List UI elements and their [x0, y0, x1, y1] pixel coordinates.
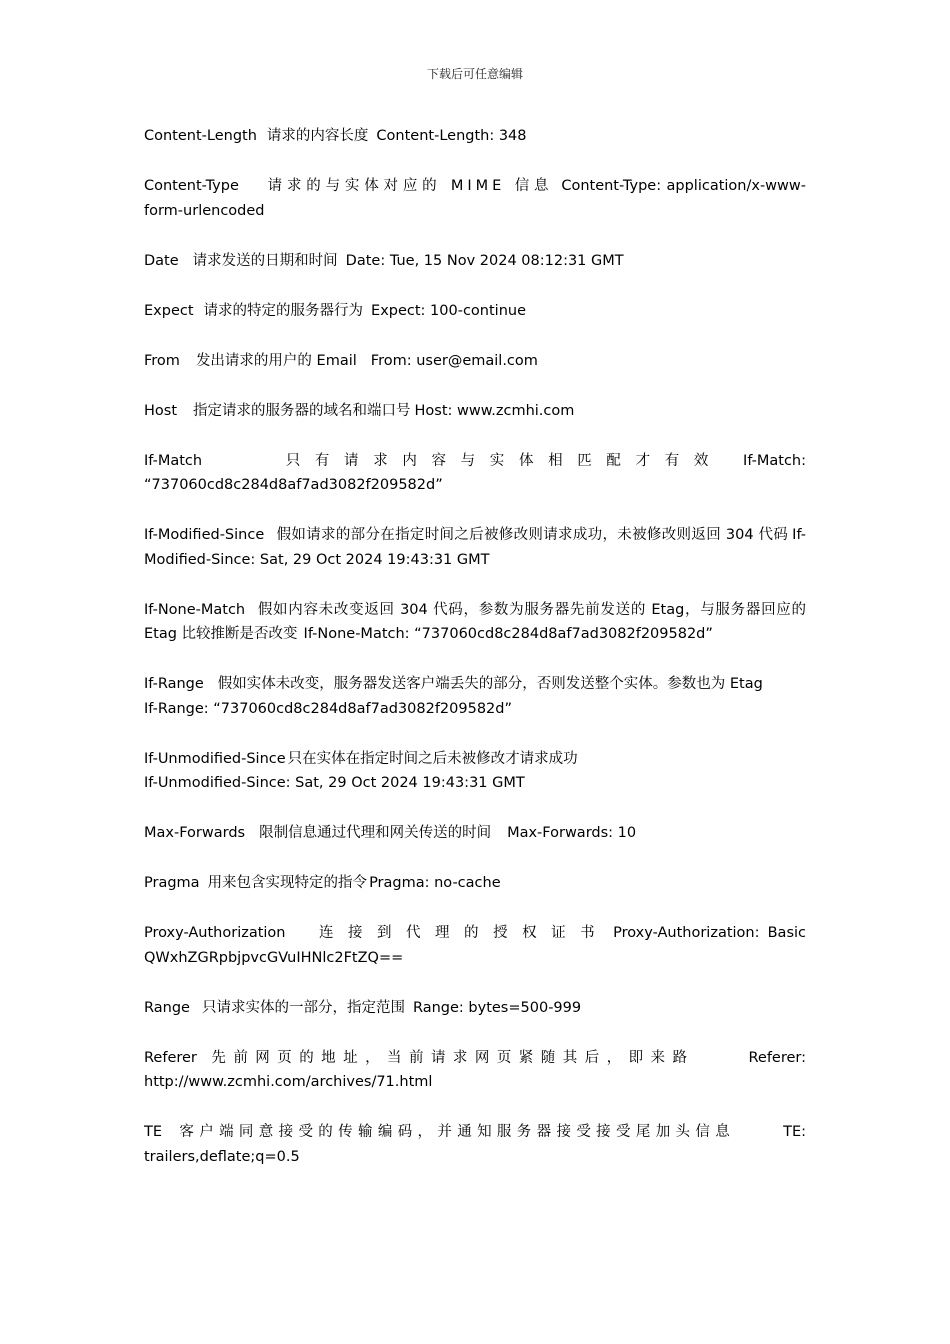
field-example: Expect: 100-continue — [371, 302, 527, 319]
entry-content-type — [144, 174, 806, 223]
entry-referer — [144, 1046, 806, 1095]
field-name: If-Unmodified-Since — [144, 750, 286, 767]
field-example: TE: trailers,deflate;q=0.5 — [144, 1124, 806, 1165]
field-description: 先前网页的地址，当前请求网页紧随其后，即来路 — [210, 1049, 695, 1066]
field-example: Date: Tue, 15 Nov 2024 08:12:31 GMT — [345, 252, 624, 269]
entry-from — [144, 349, 806, 374]
entry-host — [144, 399, 806, 424]
field-description: 客户端同意接受的传输编码，并通知服务器接受接受尾加头信息 — [178, 1124, 736, 1140]
field-name: If-None-Match — [144, 601, 246, 618]
field-example: If-None-Match: “737060cd8c284d8af7ad3082f209582d” — [303, 626, 713, 642]
entry-range — [144, 996, 806, 1021]
field-description: 用来包含实现特定的指令 — [207, 875, 368, 891]
field-description: 假如请求的部分在指定时间之后被修改则请求成功，未被修改则返回 304 代码 — [276, 527, 789, 543]
field-example: If-Match: “737060cd8c284d8af7ad3082f209582d” — [144, 452, 806, 493]
field-name: Referer — [144, 1049, 197, 1066]
field-example: Proxy-Authorization: Basic QWxhZGRpbjpvcGVuIHNlc2FtZQ== — [144, 925, 806, 966]
field-name: Host — [144, 402, 178, 419]
entry-date — [144, 249, 806, 274]
field-description: 发出请求的用户的 Email — [195, 352, 357, 369]
field-name: Pragma — [144, 875, 200, 891]
field-name: Proxy-Authorization — [144, 925, 286, 941]
entry-expect — [144, 299, 806, 324]
field-description: 请求的与实体对应的 MIME 信息 — [266, 178, 554, 194]
field-description: 指定请求的服务器的域名和端口号 — [193, 402, 411, 419]
entry-te — [144, 1120, 806, 1169]
field-description: 只在实体在指定时间之后未被修改才请求成功 — [287, 750, 578, 767]
page-header: 下载后可任意编辑 — [426, 67, 523, 81]
header-field-list — [144, 124, 806, 1195]
field-name: Content-Type — [144, 178, 239, 194]
field-example: Content-Type: application/x-www-form-urlencoded — [144, 178, 806, 219]
field-example: If-Unmodified-Since: Sat, 29 Oct 2024 19:43:31 GMT — [144, 775, 525, 791]
entry-proxy-authorization — [144, 921, 806, 970]
field-description: 请求发送的日期和时间 — [192, 252, 338, 269]
field-description: 限制信息通过代理和网关传送的时间 — [259, 825, 492, 841]
field-example: Pragma: no-cache — [369, 875, 501, 891]
field-description: 请求的特定的服务器行为 — [203, 302, 364, 319]
field-example: Referer: http://www.zcmhi.com/archives/71.html — [144, 1049, 806, 1090]
field-description: 请求的内容长度 — [266, 128, 369, 144]
field-name: Expect — [144, 302, 194, 319]
field-example: From: user@email.com — [370, 352, 538, 369]
entry-if-modified-since — [144, 523, 806, 572]
field-name: From — [144, 352, 180, 369]
entry-if-unmodified-since — [144, 747, 806, 796]
field-name: TE — [144, 1124, 163, 1140]
field-name: Max-Forwards — [144, 825, 246, 841]
field-description: 假如实体未改变，服务器发送客户端丢失的部分，否则发送整个实体。参数也为 Etag — [217, 676, 763, 692]
field-name: If-Match — [144, 452, 203, 469]
entry-pragma — [144, 871, 806, 896]
field-name: If-Modified-Since — [144, 527, 265, 543]
field-name: Range — [144, 999, 190, 1016]
field-description: 假如内容未改变返回 304 代码，参数为服务器先前发送的 Etag，与服务器回应的 Etag 比较推断是否改变 — [144, 601, 806, 642]
entry-if-match — [144, 449, 806, 498]
field-description: 只请求实体的一部分，指定范围 — [201, 999, 405, 1016]
field-description: 连接到代理的授权证书 — [315, 925, 610, 941]
entry-if-none-match — [144, 598, 806, 647]
entry-content-length — [144, 124, 806, 149]
field-example: Range: bytes=500-999 — [412, 999, 582, 1016]
field-example: If-Modified-Since: Sat, 29 Oct 2024 19:43:31 GMT — [144, 527, 806, 568]
field-name: Date — [144, 252, 179, 269]
field-description: 只有请求内容与实体相匹配才有效 — [282, 452, 724, 469]
field-example: Content-Length: 348 — [376, 128, 527, 144]
field-name: If-Range — [144, 676, 204, 692]
entry-max-forwards — [144, 821, 806, 846]
field-example: If-Range: “737060cd8c284d8af7ad3082f209582d” — [144, 700, 512, 717]
field-name: Content-Length — [144, 128, 257, 144]
entry-if-range — [144, 672, 806, 721]
field-example: Max-Forwards: 10 — [507, 825, 637, 841]
field-example: Host: www.zcmhi.com — [414, 402, 575, 419]
